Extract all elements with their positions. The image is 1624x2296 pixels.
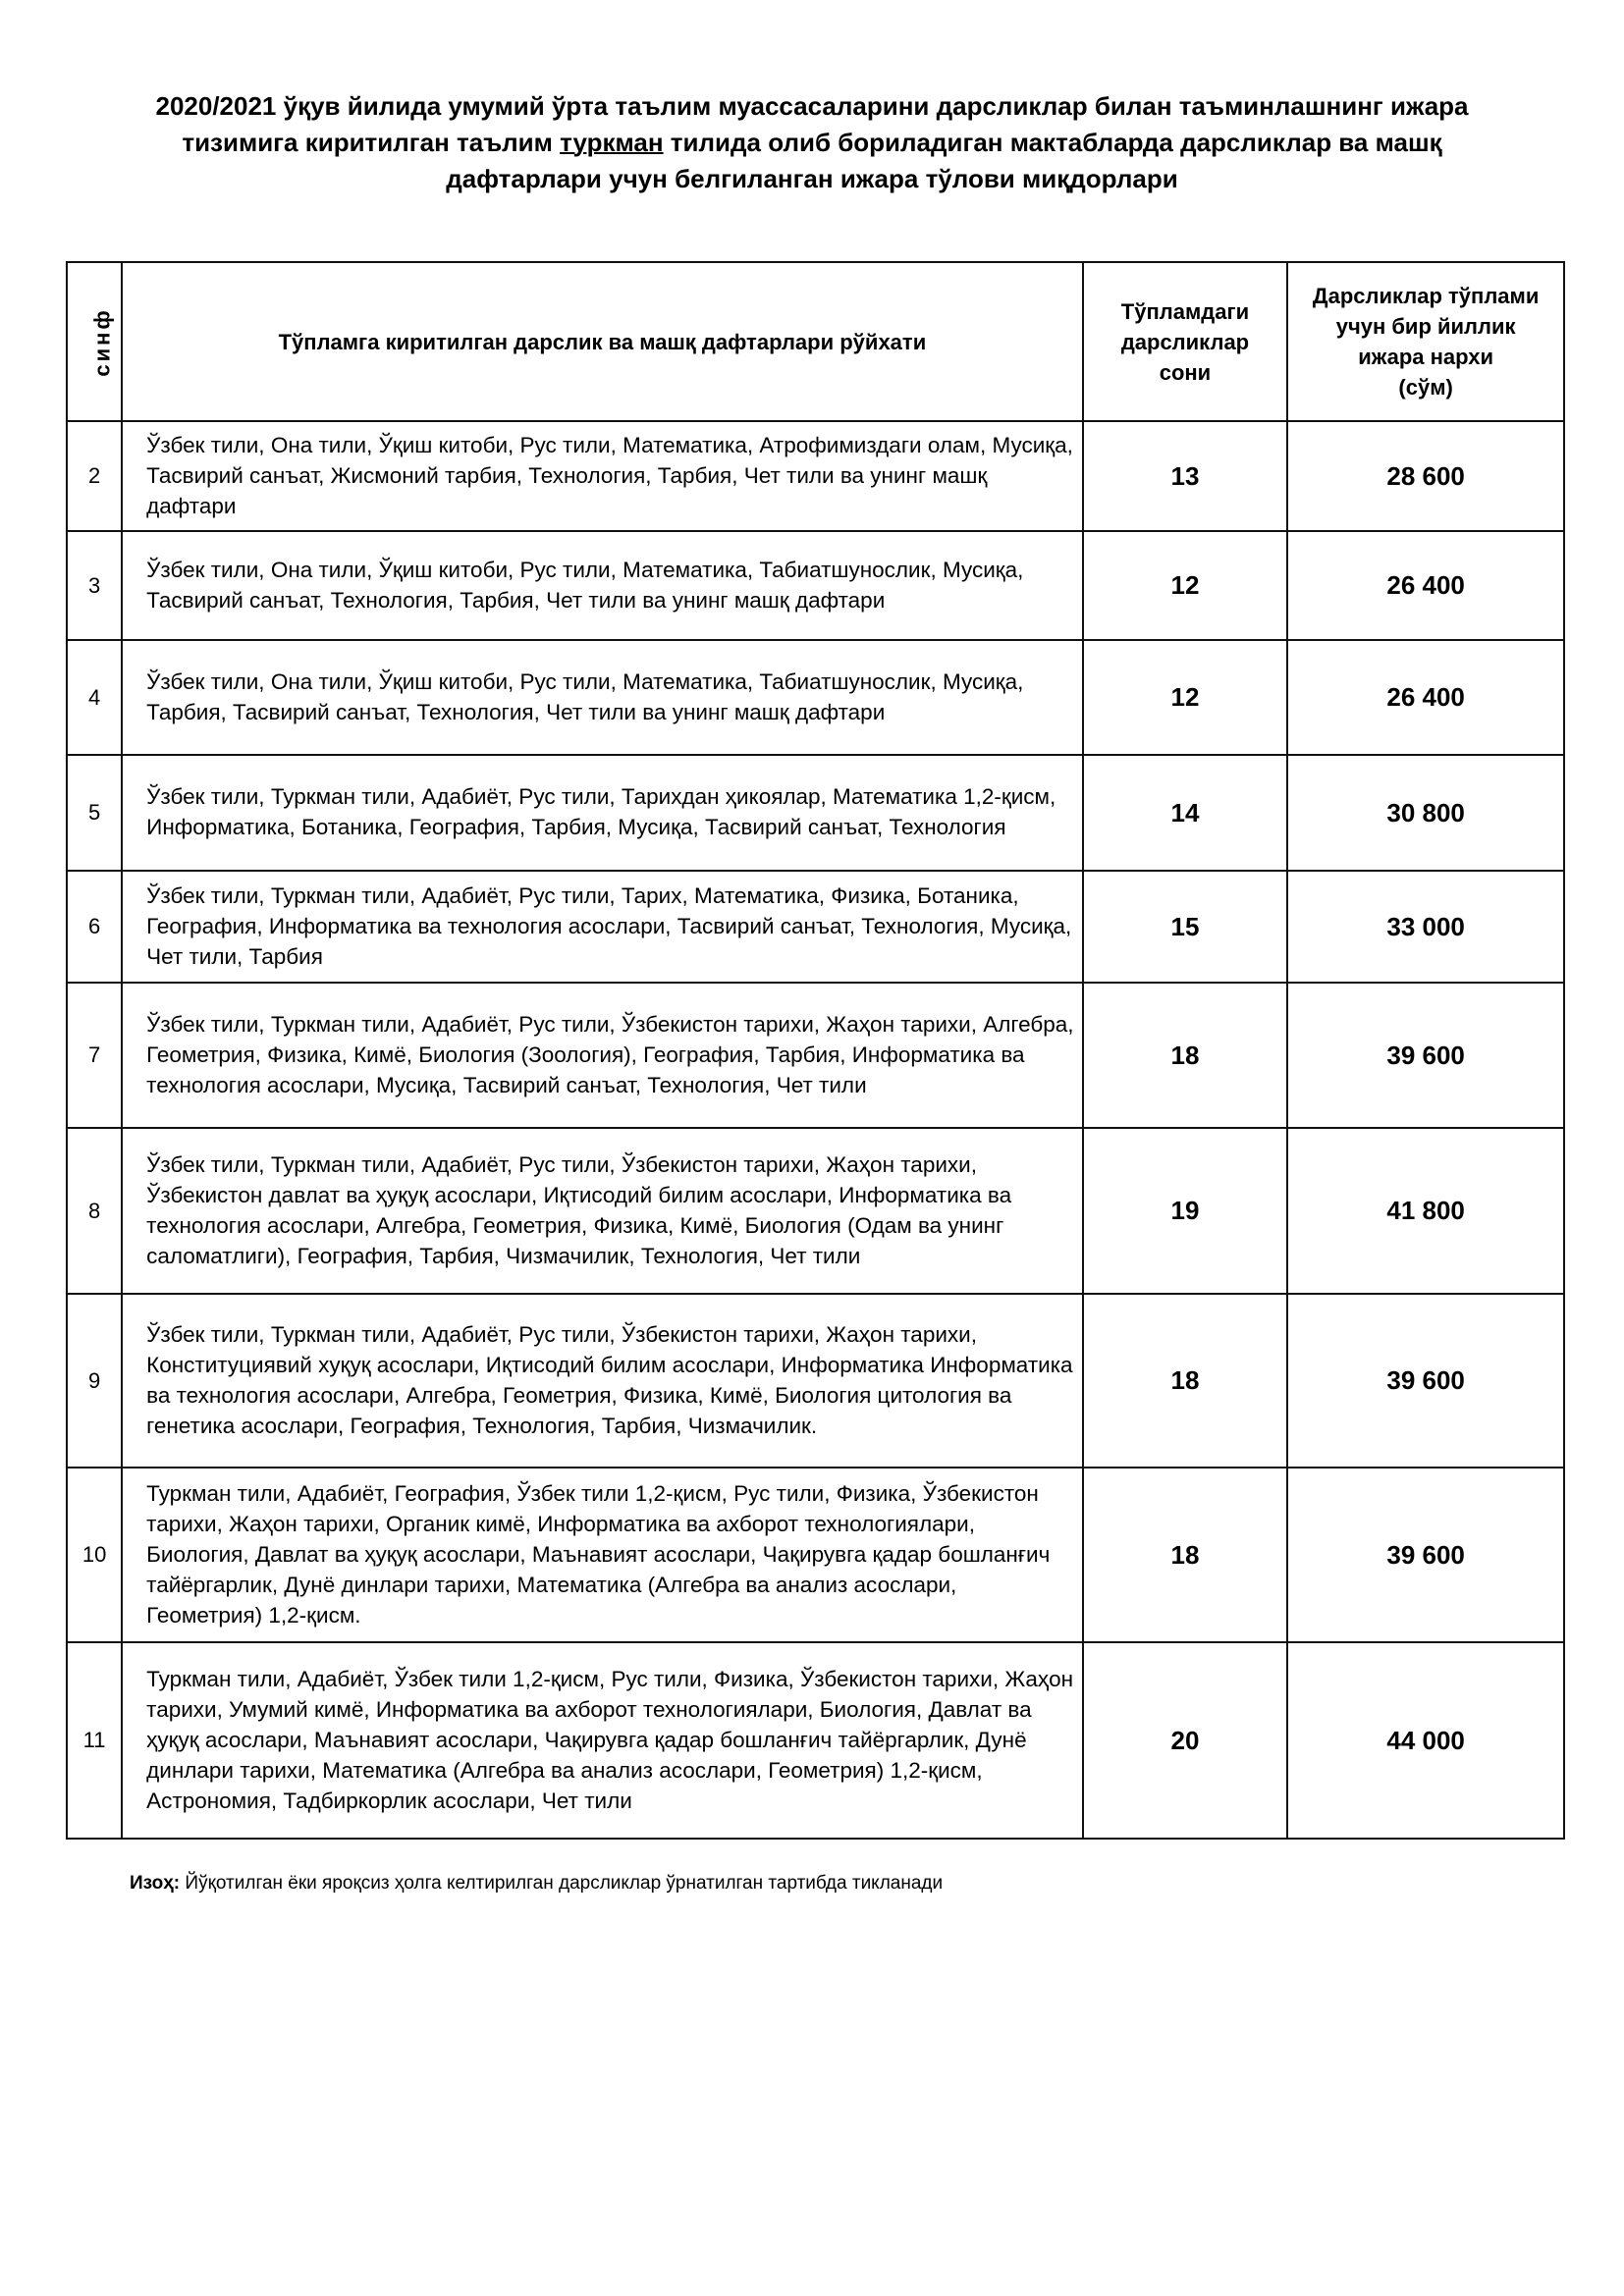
header-count-line: сони <box>1159 359 1212 385</box>
rental-price-table <box>66 261 1565 1840</box>
textbook-count-cell: 18 <box>1083 1468 1288 1642</box>
grade-cell: 9 <box>67 1294 122 1468</box>
header-count-line: Тўпламдаги <box>1120 298 1250 324</box>
header-count <box>1083 262 1288 421</box>
rental-price-cell: 39 600 <box>1287 1468 1564 1642</box>
textbook-list-cell: Ўзбек тили, Туркман тили, Адабиёт, Рус тили, Тарихдан ҳикоялар, Математика 1,2-қисм, Информатика, Ботаника, География, Тарбия, Мусиқа, Тасвирий санъат, Технология <box>122 755 1083 871</box>
textbook-count-cell: 12 <box>1083 531 1288 640</box>
textbook-count-cell: 18 <box>1083 1294 1288 1468</box>
textbook-count-cell: 14 <box>1083 755 1288 871</box>
textbook-count-cell: 13 <box>1083 421 1288 531</box>
rental-price-cell: 41 800 <box>1287 1128 1564 1294</box>
header-price-line: (сўм) <box>1398 375 1453 400</box>
grade-cell: 6 <box>67 871 122 983</box>
grade-cell: 10 <box>67 1468 122 1642</box>
grade-cell: 4 <box>67 640 122 755</box>
table-row <box>67 1468 1564 1642</box>
title-line-2-end: тилида олиб бориладиган мактабларда дарсликлар ва машқ <box>663 128 1442 157</box>
textbook-count-cell: 19 <box>1083 1128 1288 1294</box>
textbook-list-cell: Туркман тили, Адабиёт, Ўзбек тили 1,2-қисм, Рус тили, Физика, Ўзбекистон тарихи, Жаҳон тарихи, Умумий кимё, Информатика ва ахборот технологиялари, Биология, Давлат ва ҳуқуқ асослари, Маънавият асослари, Чақирувга қадар бошланғич тайёргарлик, Дунё динлари тарихи, Математика (Алгебра ва анализ асослари, Геометрия) 1,2-қисм, Астрономия, Тадбиркорлик асослари, Чет тили <box>122 1642 1083 1839</box>
textbook-count-cell: 20 <box>1083 1642 1288 1839</box>
textbook-list-cell: Ўзбек тили, Она тили, Ўқиш китоби, Рус тили, Математика, Атрофимиздаги олам, Мусиқа, Тасвирий санъат, Жисмоний тарбия, Технология, Тарбия, Чет тили ва унинг машқ дафтари <box>122 421 1083 531</box>
title-language-underlined: туркман <box>560 128 664 157</box>
footnote-text: Йўқотилган ёки яроқсиз ҳолга келтирилган дарсликлар ўрнатилган тартибда тикланади <box>180 1873 944 1894</box>
title-line-3: дафтарлари учун белгиланган ижара тўлови миқдорлари <box>446 164 1178 193</box>
textbook-list-cell: Ўзбек тили, Туркман тили, Адабиёт, Рус тили, Ўзбекистон тарихи, Жаҳон тарихи, Конституциявий хуқуқ асослари, Иқтисодий билим асослари, Информатика Информатика ва технология асослари, Алгебра, Геометрия, Физика, Кимё, Биология цитология ва генетика асослари, География, Технология, Тарбия, Чизмачилик. <box>122 1294 1083 1468</box>
title-line-2-start: тизимига киритилган таълим <box>182 128 561 157</box>
header-price-line: Дарсликлар тўплами <box>1312 284 1540 308</box>
textbook-list-cell: Туркман тили, Адабиёт, География, Ўзбек тили 1,2-қисм, Рус тили, Физика, Ўзбекистон тарихи, Жаҳон тарихи, Органик кимё, Информатика ва ахборот технологиялари, Биология, Давлат ва ҳуқуқ асослари, Маънавият асослари, Чақирувга қадар бошланғич тайёргарлик, Дунё динлари тарихи, Математика (Алгебра ва анализ асослари, Геометрия) 1,2-қисм. <box>122 1468 1083 1642</box>
rental-price-cell: 30 800 <box>1287 755 1564 871</box>
rental-price-cell: 39 600 <box>1287 983 1564 1128</box>
rental-price-cell: 28 600 <box>1287 421 1564 531</box>
table-row <box>67 755 1564 871</box>
rental-price-cell: 26 400 <box>1287 531 1564 640</box>
textbook-list-cell: Ўзбек тили, Она тили, Ўқиш китоби, Рус тили, Математика, Табиатшунослик, Мусиқа, Тасвирий санъат, Технология, Тарбия, Чет тили ва унинг машқ дафтари <box>122 531 1083 640</box>
grade-cell: 2 <box>67 421 122 531</box>
textbook-count-cell: 15 <box>1083 871 1288 983</box>
rental-price-cell: 26 400 <box>1287 640 1564 755</box>
grade-cell: 8 <box>67 1128 122 1294</box>
header-price-line: учун бир йиллик <box>1335 314 1516 339</box>
textbook-list-cell: Ўзбек тили, Туркман тили, Адабиёт, Рус тили, Ўзбекистон тарихи, Жаҳон тарихи, Алгебра, Геометрия, Физика, Кимё, Биология (Зоология), География, Тарбия, Информатика ва технология асослари, Мусиқа, Тасвирий санъат, Технология, Чет тили <box>122 983 1083 1128</box>
grade-cell: 3 <box>67 531 122 640</box>
header-price <box>1287 262 1564 421</box>
header-count-line: дарсликлар <box>1120 329 1250 354</box>
table-row <box>67 421 1564 531</box>
textbook-list-cell: Ўзбек тили, Она тили, Ўқиш китоби, Рус тили, Математика, Табиатшунослик, Мусиқа, Тарбия, Тасвирий санъат, Технология, Чет тили ва унинг машқ дафтари <box>122 640 1083 755</box>
title-line-1: 2020/2021 ўқув йилида умумий ўрта таълим муассасаларини дарсликлар билан таъминлашнинг ижара <box>155 91 1469 121</box>
rental-price-cell: 33 000 <box>1287 871 1564 983</box>
table-row <box>67 871 1564 983</box>
grade-cell: 7 <box>67 983 122 1128</box>
header-list: Тўпламга киритилган дарслик ва машқ дафтарлари рўйхати <box>122 262 1083 421</box>
table-row <box>67 1294 1564 1468</box>
textbook-count-cell: 12 <box>1083 640 1288 755</box>
title-line-2 <box>69 125 1555 161</box>
table-row <box>67 983 1564 1128</box>
table-row <box>67 1128 1564 1294</box>
footnote-label: Изоҳ: <box>130 1873 181 1894</box>
grade-cell: 11 <box>67 1642 122 1839</box>
textbook-list-cell: Ўзбек тили, Туркман тили, Адабиёт, Рус тили, Ўзбекистон тарихи, Жаҳон тарихи, Ўзбекистон давлат ва ҳуқуқ асослари, Иқтисодий билим асослари, Информатика ва технология асослари, Алгебра, Геометрия, Физика, Кимё, Биология (Одам ва унинг саломатлиги), География, Тарбия, Чизмачилик, Технология, Чет тили <box>122 1128 1083 1294</box>
header-price-line: ижара нархи <box>1358 345 1494 369</box>
table-row <box>67 531 1564 640</box>
header-grade-label: синф <box>89 306 115 377</box>
table-row <box>67 1642 1564 1839</box>
header-grade <box>67 262 122 421</box>
textbook-list-cell: Ўзбек тили, Туркман тили, Адабиёт, Рус тили, Тарих, Математика, Физика, Ботаника, География, Информатика ва технология асослари, Тасвирий санъат, Технология, Мусиқа, Чет тили, Тарбия <box>122 871 1083 983</box>
document-title <box>69 88 1555 197</box>
footnote <box>130 1873 943 1895</box>
table-row <box>67 640 1564 755</box>
table-header-row <box>67 262 1564 421</box>
grade-cell: 5 <box>67 755 122 871</box>
rental-price-cell: 44 000 <box>1287 1642 1564 1839</box>
textbook-count-cell: 18 <box>1083 983 1288 1128</box>
rental-price-cell: 39 600 <box>1287 1294 1564 1468</box>
